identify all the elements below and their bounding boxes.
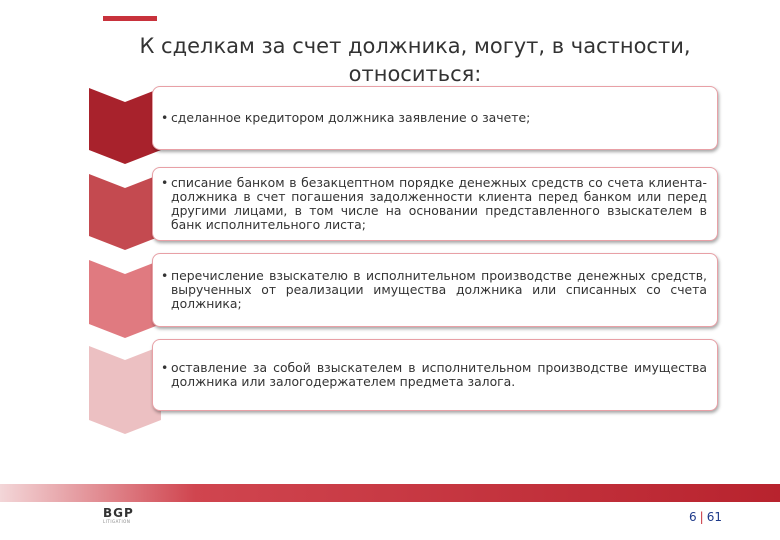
page-number — [689, 510, 722, 524]
footer-band — [0, 484, 780, 502]
page-current: 6 — [689, 510, 697, 524]
page-separator: | — [699, 510, 704, 524]
bgp-logo — [103, 507, 143, 529]
logo-mark: BGP — [103, 506, 134, 520]
list-item-3-text: перечисление взыскателю в исполнительном производстве денежных средств, вырученных от реализации имущества должника или списанных со счета должника; — [171, 267, 707, 312]
title-accent-bar — [103, 16, 157, 21]
page-total: 61 — [706, 510, 722, 524]
list-item-4 — [152, 339, 718, 411]
bullet-1: • — [161, 109, 169, 125]
chevron-3 — [89, 260, 161, 338]
list-item-4-text: оставление за собой взыскателем в исполнительном производстве имущества должника или залогодержателем предмета залога. — [171, 359, 707, 389]
list-item-2-text: списание банком в безакцептном порядке денежных средств со счета клиента-должника в счет погашения задолженности клиента перед банком или перед другими лицами, в том числе на основании представленного взыскателем в банк исполнительного листа; — [171, 174, 707, 233]
chevron-1 — [89, 88, 161, 164]
chevron-4 — [89, 346, 161, 434]
list-item-3 — [152, 253, 718, 327]
bullet-4: • — [161, 359, 169, 375]
list-item-2 — [152, 167, 718, 241]
slide-title: К сделкам за счет должника, могут, в частности, относиться: — [139, 34, 691, 86]
bullet-2: • — [161, 174, 169, 190]
bullet-3: • — [161, 267, 169, 283]
list-item-1 — [152, 86, 718, 150]
list-item-1-text: сделанное кредитором должника заявление о зачете; — [171, 109, 531, 125]
logo-subtitle: LITIGATION — [103, 519, 131, 524]
chevron-2 — [89, 174, 161, 250]
